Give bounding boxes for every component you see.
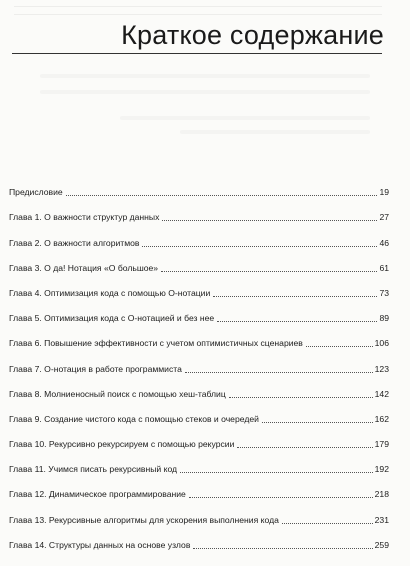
toc-leader-dots xyxy=(217,321,377,322)
toc-entry-chapter-1[interactable] xyxy=(9,198,389,223)
toc-entry-title: Глава 10. Рекурсивно рекурсируем с помощью рекурсии xyxy=(9,439,235,450)
toc-page-number: 218 xyxy=(374,489,389,500)
toc-leader-dots xyxy=(282,523,373,524)
toc-page-number: 179 xyxy=(374,439,389,450)
toc-page-number: 192 xyxy=(374,464,389,475)
toc-entry-chapter-7[interactable] xyxy=(9,349,389,374)
toc-entry-chapter-3[interactable] xyxy=(9,249,389,274)
page-header xyxy=(0,0,410,62)
toc-entry-chapter-11[interactable] xyxy=(9,450,389,475)
toc-entry-chapter-2[interactable] xyxy=(9,223,389,248)
toc-entry-chapter-5[interactable] xyxy=(9,299,389,324)
toc-entry-chapter-6[interactable] xyxy=(9,324,389,349)
toc-page-number: 162 xyxy=(374,413,389,424)
toc-page-number: 123 xyxy=(374,363,389,374)
toc-entry-preface[interactable] xyxy=(9,173,389,198)
show-through-line xyxy=(40,90,370,94)
toc-entry-title: Глава 13. Рекурсивные алгоритмы для ускорения выполнения кода xyxy=(9,514,279,525)
toc-entry-title: Глава 7. О-нотация в работе программиста xyxy=(9,363,182,374)
toc-entry-title: Глава 4. Оптимизация кода с помощью О-нотации xyxy=(9,287,211,298)
show-through-line xyxy=(180,130,370,134)
toc-page-number: 142 xyxy=(374,388,389,399)
toc-entry-title: Глава 2. О важности алгоритмов xyxy=(9,237,140,248)
toc-leader-dots xyxy=(306,346,373,347)
toc-entry-title: Глава 5. Оптимизация кода с О-нотацией и без нее xyxy=(9,313,215,324)
table-of-contents xyxy=(9,173,389,551)
show-through-line xyxy=(40,74,370,78)
toc-leader-dots xyxy=(66,195,378,196)
toc-entry-chapter-12[interactable] xyxy=(9,475,389,500)
show-through-line xyxy=(14,14,382,15)
toc-page-number: 106 xyxy=(374,338,389,349)
toc-entry-chapter-14[interactable] xyxy=(9,526,389,551)
toc-leader-dots xyxy=(213,296,377,297)
toc-page-number: 61 xyxy=(379,262,389,273)
title-rule xyxy=(12,53,382,54)
toc-page-number: 46 xyxy=(379,237,389,248)
toc-leader-dots xyxy=(229,397,373,398)
toc-leader-dots xyxy=(180,472,373,473)
page-title: Краткое содержание xyxy=(121,20,384,50)
toc-entry-chapter-13[interactable] xyxy=(9,500,389,525)
toc-page-number: 89 xyxy=(379,313,389,324)
toc-page-number: 19 xyxy=(379,187,389,198)
show-through-line xyxy=(14,6,382,7)
toc-page-number: 73 xyxy=(379,287,389,298)
toc-leader-dots xyxy=(189,497,373,498)
toc-entry-title: Глава 9. Создание чистого кода с помощью стеков и очередей xyxy=(9,413,259,424)
toc-leader-dots xyxy=(185,372,373,373)
toc-entry-chapter-8[interactable] xyxy=(9,375,389,400)
toc-entry-title: Глава 8. Молниеносный поиск с помощью хеш-таблиц xyxy=(9,388,226,399)
toc-entry-chapter-9[interactable] xyxy=(9,400,389,425)
toc-entry-title: Глава 6. Повышение эффективности с учетом оптимистичных сценариев xyxy=(9,338,303,349)
toc-page-number: 27 xyxy=(379,212,389,223)
toc-entry-title: Глава 12. Динамическое программирование xyxy=(9,489,186,500)
toc-page-number: 231 xyxy=(374,514,389,525)
toc-leader-dots xyxy=(161,271,377,272)
toc-leader-dots xyxy=(162,220,377,221)
toc-entry-title: Глава 1. О важности структур данных xyxy=(9,212,160,223)
toc-entry-title: Глава 3. О да! Нотация «О большое» xyxy=(9,262,159,273)
toc-leader-dots xyxy=(262,422,373,423)
toc-entry-title: Глава 11. Учимся писать рекурсивный код xyxy=(9,464,178,475)
toc-entry-title: Предисловие xyxy=(9,187,63,198)
toc-entry-chapter-4[interactable] xyxy=(9,274,389,299)
toc-leader-dots xyxy=(193,548,372,549)
toc-page-number: 259 xyxy=(374,539,389,550)
show-through-line xyxy=(120,116,370,120)
toc-entry-chapter-10[interactable] xyxy=(9,425,389,450)
toc-leader-dots xyxy=(142,246,377,247)
toc-leader-dots xyxy=(237,447,372,448)
toc-entry-title: Глава 14. Структуры данных на основе узлов xyxy=(9,539,191,550)
